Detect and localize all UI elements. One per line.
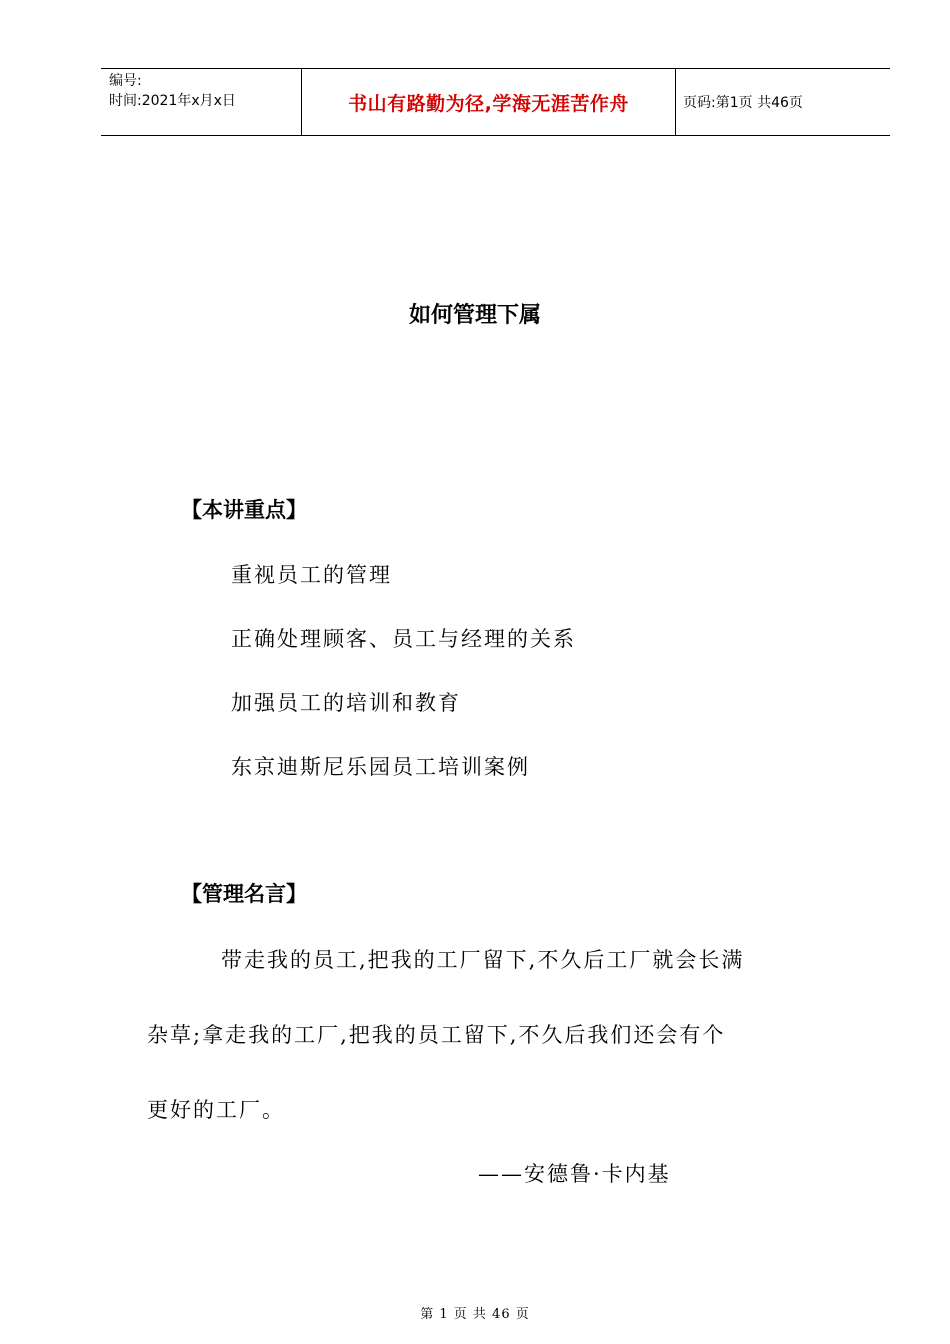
- header-page-info: 页码:第1页 共46页: [683, 95, 803, 111]
- header-meta: [109, 71, 236, 111]
- header-divider: [675, 69, 676, 135]
- key-point-item: 加强员工的培训和教育: [231, 691, 461, 715]
- quote-line: 带走我的员工,把我的工厂留下,不久后工厂就会长满: [221, 948, 745, 972]
- key-point-item: 正确处理顾客、员工与经理的关系: [231, 627, 576, 651]
- key-point-item: 东京迪斯尼乐园员工培训案例: [231, 755, 530, 779]
- quote-line: 更好的工厂。: [147, 1098, 285, 1122]
- key-point-item: 重视员工的管理: [231, 563, 392, 587]
- page-header: [101, 68, 890, 136]
- time-label: 时间:2021年x月x日: [109, 93, 236, 109]
- quote-attribution: ——安德鲁·卡内基: [478, 1162, 671, 1186]
- header-motto: 书山有路勤为径,学海无涯苦作舟: [348, 92, 629, 115]
- quote-heading: 【管理名言】: [181, 882, 307, 906]
- key-points-heading: 【本讲重点】: [181, 498, 307, 522]
- number-label: 编号:: [109, 73, 142, 89]
- document-title: 如何管理下属: [408, 303, 541, 328]
- quote-line: 杂草;拿走我的工厂,把我的员工留下,不久后我们还会有个: [147, 1023, 726, 1047]
- page-footer: 第 1 页 共 46 页: [420, 1307, 530, 1322]
